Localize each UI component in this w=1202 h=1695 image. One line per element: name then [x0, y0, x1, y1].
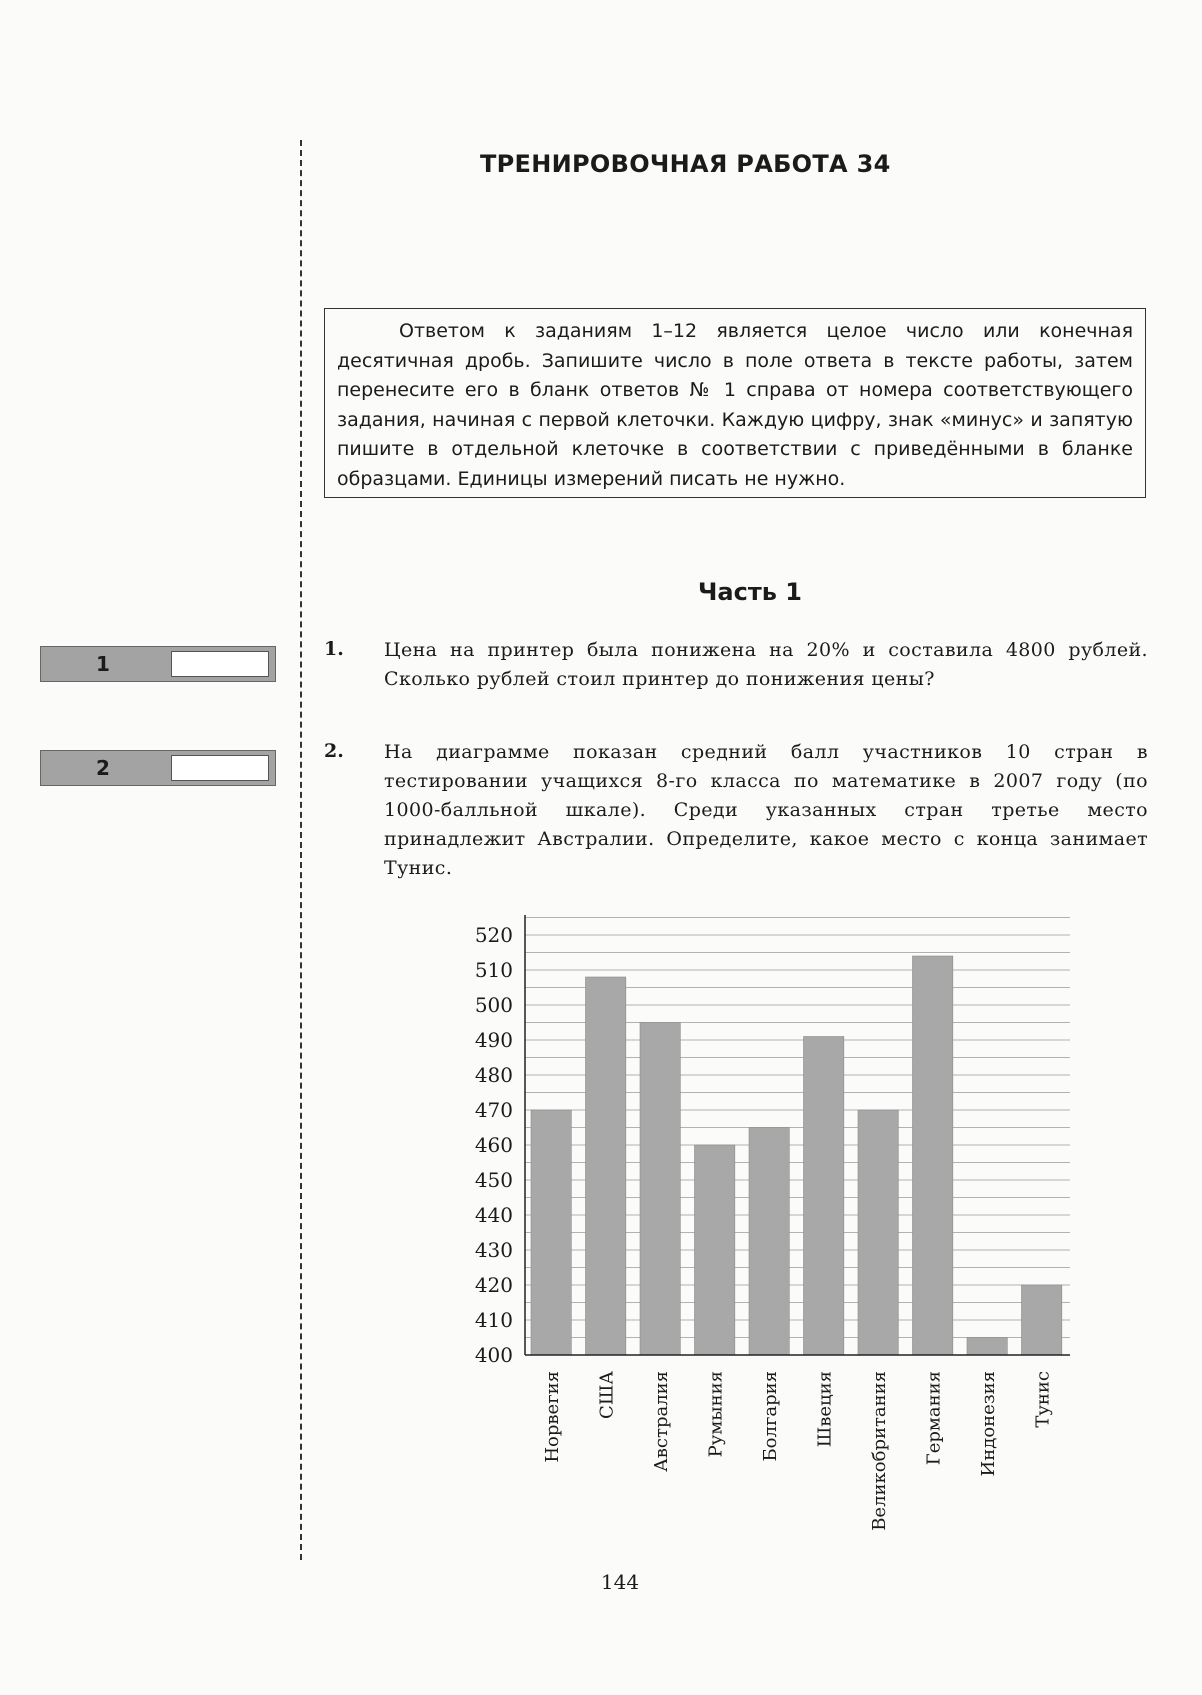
page-title: ТРЕНИРОВОЧНАЯ РАБОТА 34 [480, 150, 891, 178]
answer-box-2 [40, 750, 276, 786]
x-tick-label: Швеция [814, 1371, 836, 1448]
task-number: 1. [324, 638, 344, 660]
y-tick-label: 460 [474, 1133, 513, 1157]
y-tick-label: 440 [474, 1203, 513, 1227]
x-tick-label: США [596, 1371, 618, 1419]
bar [858, 1110, 898, 1355]
page-number: 144 [600, 1570, 640, 1594]
bar [967, 1338, 1007, 1356]
answer-box-number: 1 [96, 652, 110, 676]
part-title: Часть 1 [698, 578, 802, 606]
bar [695, 1145, 735, 1355]
answer-field-2[interactable] [171, 755, 269, 781]
x-tick-label: Норвегия [542, 1371, 564, 1463]
x-tick-label: Великобритания [869, 1371, 891, 1531]
y-tick-label: 410 [474, 1308, 513, 1332]
y-tick-label: 450 [474, 1168, 513, 1192]
bar [586, 977, 626, 1355]
y-tick-label: 470 [474, 1098, 513, 1122]
answer-box-1 [40, 646, 276, 682]
y-tick-label: 430 [474, 1238, 513, 1262]
y-tick-label: 420 [474, 1273, 513, 1297]
bar [1022, 1285, 1062, 1355]
task-number: 2. [324, 740, 344, 762]
x-tick-label: Румыния [705, 1371, 727, 1458]
bar [640, 1023, 680, 1356]
answer-field-1[interactable] [171, 651, 269, 677]
x-tick-label: Тунис [1032, 1371, 1054, 1428]
instruction-box [324, 308, 1146, 498]
bar [913, 956, 953, 1355]
y-tick-label: 510 [474, 958, 513, 982]
bar [749, 1128, 789, 1356]
x-tick-label: Австралия [651, 1371, 673, 1472]
instruction-text: Ответом к заданиям 1–12 является целое число или конечная десятичная дробь. Запишите число в поле ответа в тексте работы, затем перенесите его в бланк ответов № 1 справа от номера соответствующего задания, начиная с первой клеточки. Каждую цифру, знак «минус» и запятую пишите в отдельной клеточке в соответствии с приведёнными в бланке образцами. Единицы измерений писать не нужно. [337, 320, 1133, 490]
answer-box-number: 2 [96, 756, 110, 780]
task-text: Цена на принтер была понижена на 20% и составила 4800 рублей. Сколько рублей стоил принтер до понижения цены? [384, 639, 1148, 690]
task-text: На диаграмме показан средний балл участников 10 стран в тестировании учащихся 8-го класса по математике в 2007 году (по 1000-балльной шкале). Среди указанных стран третье место принадлежит Австралии. Определите, какое место с конца занимает Тунис. [384, 741, 1148, 879]
y-tick-label: 400 [474, 1343, 513, 1367]
x-tick-label: Индонезия [978, 1371, 1000, 1477]
x-tick-label: Германия [923, 1371, 945, 1466]
bar [804, 1037, 844, 1356]
y-tick-label: 480 [474, 1063, 513, 1087]
y-tick-label: 490 [474, 1028, 513, 1052]
x-tick-label: Болгария [760, 1371, 782, 1462]
bar [531, 1110, 571, 1355]
bar-chart [430, 900, 1090, 1540]
y-tick-label: 520 [474, 923, 513, 947]
y-tick-label: 500 [474, 993, 513, 1017]
cut-line [300, 140, 302, 1560]
